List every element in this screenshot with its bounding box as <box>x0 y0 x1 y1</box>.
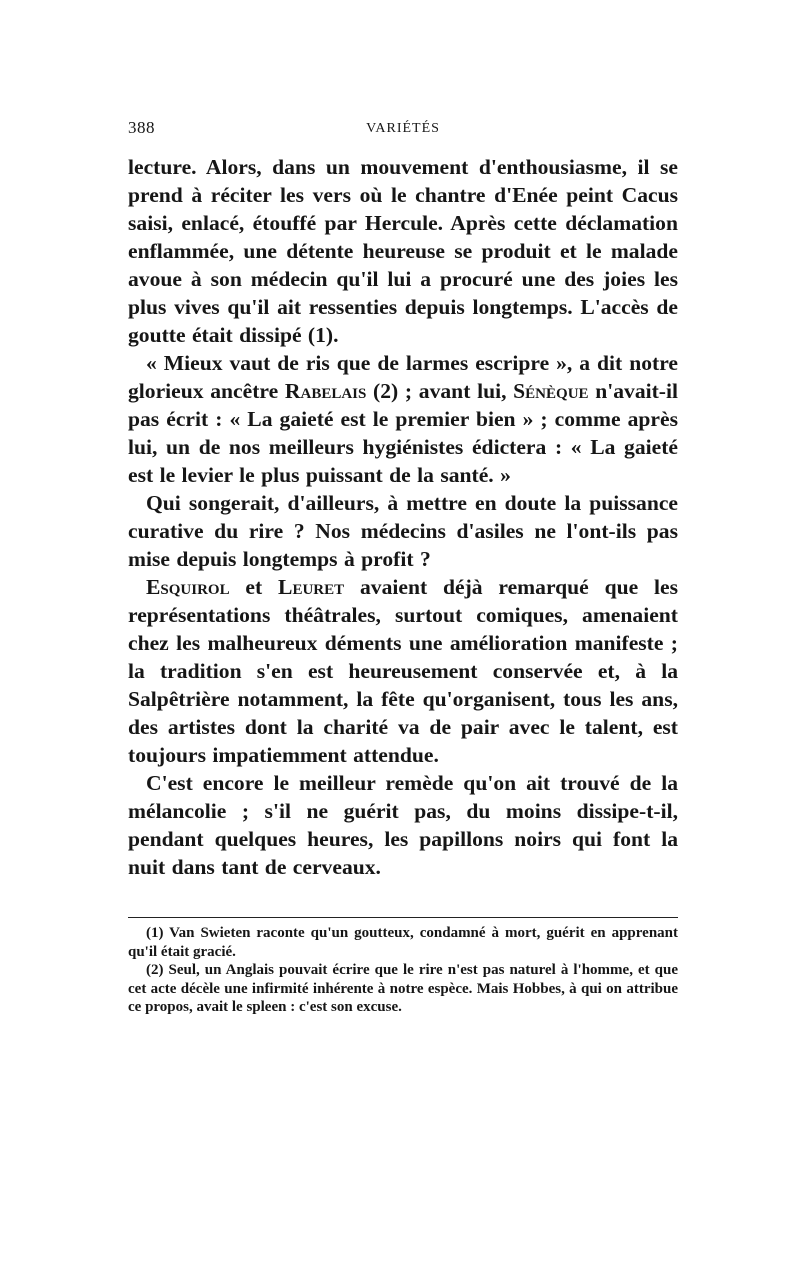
author-seneque: Sénèque <box>513 379 589 403</box>
paragraph-3: Qui songerait, d'ailleurs, à mettre en doute la puissance curative du rire ? Nos médecins d'asiles ne l'ont-ils pas mise depuis longtemps à profit ? <box>128 491 678 571</box>
paragraph-5: C'est encore le meilleur remède qu'on ait trouvé de la mélancolie ; s'il ne guérit pas, du moins dissipe-t-il, pendant quelques heures, les papillons noirs qui font la nuit dans tant de cerveaux. <box>128 771 678 879</box>
footnote-divider <box>128 917 678 918</box>
paragraph-4 <box>128 573 678 769</box>
paragraph-4-text-b: avaient déjà remarqué que les représentations théâtrales, surtout comiques, amenaient chez les malheureux déments une amélioration manifeste ; la tradition s'en est heureusement conservée et, à la Salpêtrière notamment, la fête qu'organisent, tous les ans, des artistes dont la charité va de pair avec le talent, est toujours impatiemment attendue. <box>128 575 679 767</box>
author-leuret: Leuret <box>278 575 345 599</box>
running-head <box>128 118 678 142</box>
paragraph-2-text-a: « Mieux vaut de ris que de larmes escripre », a dit notre glorieux ancêtre <box>128 351 678 403</box>
footnote-1: (1) Van Swieten raconte qu'un goutteux, condamné à mort, guérit en apprenant qu'il était gracié. <box>128 925 678 960</box>
book-page <box>128 118 678 1017</box>
paragraph-2-text-b: (2) ; avant lui, <box>366 379 514 403</box>
paragraph-2 <box>128 349 678 489</box>
footnote-2: (2) Seul, un Anglais pouvait écrire que le rire n'est pas naturel à l'homme, et que cet acte décèle une infirmité inhérente à notre espèce. Mais Hobbes, à qui on attribue ce propos, avait le spleen : c'est son excuse. <box>128 962 678 1016</box>
author-rabelais: Rabelais <box>284 379 367 403</box>
running-title: VARIÉTÉS <box>366 121 440 136</box>
paragraph-4-text-a: et <box>229 575 279 599</box>
footnotes <box>128 924 678 1017</box>
author-esquirol: Esquirol <box>146 575 230 599</box>
body-text <box>128 153 678 881</box>
page-number: 388 <box>128 118 155 137</box>
paragraph-1: lecture. Alors, dans un mouvement d'enthousiasme, il se prend à réciter les vers où le chantre d'Enée peint Cacus saisi, enlacé, étouffé par Hercule. Après cette déclamation enflammée, une détente heureuse se produit et le malade avoue à son médecin qu'il lui a procuré une des joies les plus vives qu'il ait ressenties depuis longtemps. L'accès de goutte était dissipé (1). <box>128 155 678 347</box>
paragraph-2-text-c: n'avait-il pas écrit : « La gaieté est le premier bien » ; comme après lui, un de nos meilleurs hygiénistes édictera : « La gaieté est le levier le plus puissant de la santé. » <box>128 379 678 487</box>
